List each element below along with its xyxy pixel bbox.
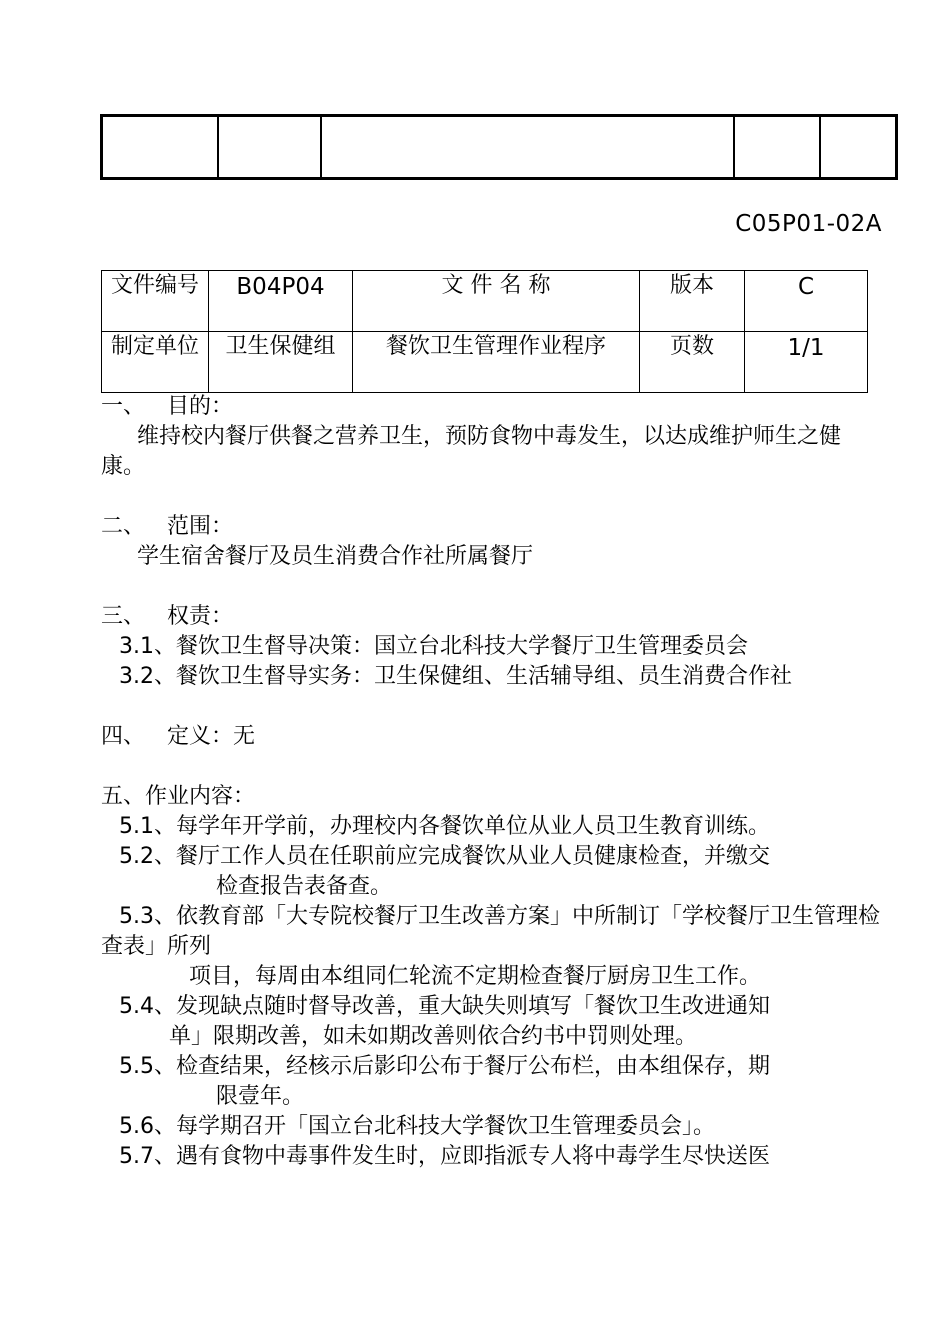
header-cell: [321, 116, 734, 179]
section-item: 5.4、发现缺点随时督导改善，重大缺失则填写「餐饮卫生改进通知: [119, 994, 770, 1019]
section-item-continued: 项目，每周由本组同仁轮流不定期检查餐厅厨房卫生工作。: [189, 964, 762, 989]
section-heading-procedure: 五、作业内容：: [101, 784, 256, 809]
document-body: [101, 392, 883, 1172]
section-item: 5.6、每学期召开「国立台北科技大学餐饮卫生管理委员会」。: [119, 1114, 715, 1139]
section-item: 5.1、每学年开学前，办理校内各餐饮单位从业人员卫生教育训练。: [119, 814, 770, 839]
label-pages: 页数: [640, 332, 745, 393]
section-heading-definition: 四、 定义：无: [101, 724, 256, 749]
section-item: 5.2、餐厅工作人员在任职前应完成餐饮从业人员健康检查，并缴交: [119, 844, 770, 869]
header-cell: [734, 116, 820, 179]
label-version: 版本: [640, 271, 745, 332]
section-heading-responsibility: 三、 权责：: [101, 604, 234, 629]
section-heading-scope: 二、 范围：: [101, 514, 234, 539]
section-item: 5.5、检查结果，经核示后影印公布于餐厅公布栏，由本组保存，期: [119, 1054, 770, 1079]
section-heading-purpose: 一、 目的：: [101, 394, 234, 419]
pages: 1/1: [745, 332, 868, 393]
document-info-table: [101, 270, 868, 393]
header-cell: [102, 116, 219, 179]
label-doc-no: 文件编号: [102, 271, 209, 332]
section-body-purpose: 维持校内餐厅供餐之营养卫生，预防食物中毒发生，以达成维护师生之健康。: [101, 424, 842, 479]
section-item: 5.3、依教育部「大专院校餐厅卫生改善方案」中所制订「学校餐厅卫生管理检查表」所列: [101, 904, 880, 959]
section-item-continued: 检查报告表备查。: [216, 874, 393, 899]
header-cell: [218, 116, 321, 179]
header-blank-table: [100, 114, 898, 180]
section-item: 5.7、遇有食物中毒事件发生时，应即指派专人将中毒学生尽快送医: [119, 1144, 770, 1169]
header-cell: [820, 116, 897, 179]
label-unit: 制定单位: [102, 332, 209, 393]
doc-no: B04P04: [209, 271, 353, 332]
unit: 卫生保健组: [209, 332, 353, 393]
doc-name: 餐饮卫生管理作业程序: [353, 332, 640, 393]
section-item-continued: 单」限期改善，如未如期改善则依合约书中罚则处理。: [169, 1024, 698, 1049]
label-doc-name: 文 件 名 称: [353, 271, 640, 332]
version: C: [745, 271, 868, 332]
section-item: 3.2、餐饮卫生督导实务：卫生保健组、生活辅导组、员生消费合作社: [119, 664, 792, 689]
section-item: 3.1、餐饮卫生督导决策：国立台北科技大学餐厅卫生管理委员会: [119, 634, 748, 659]
section-item-continued: 限壹年。: [216, 1084, 305, 1109]
section-body-scope: 学生宿舍餐厅及员生消费合作社所属餐厅: [137, 544, 534, 569]
document-code: C05P01-02A: [735, 211, 882, 237]
